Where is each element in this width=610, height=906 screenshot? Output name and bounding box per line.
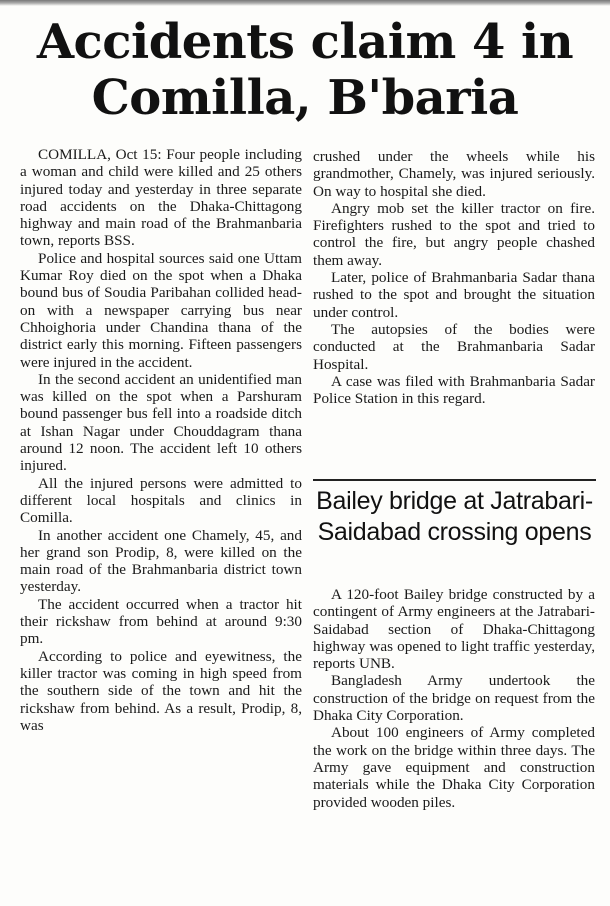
cropped-top-edge bbox=[0, 0, 610, 6]
article-paragraph: All the injured persons were admitted to different local hospitals and clinics in Comilla. bbox=[20, 474, 302, 527]
article-paragraph: Bangladesh Army undertook the construction of the bridge on request from the Dhaka City Corporation. bbox=[313, 672, 595, 725]
article-paragraph: The autopsies of the bodies were conducted at the Brahmanbaria Sadar Hospital. bbox=[313, 320, 595, 373]
article-paragraph: About 100 engineers of Army completed the work on the bridge within three days. The Army gave equipment and construction materials while the Dhaka City Corporation provided wooden piles. bbox=[313, 724, 595, 811]
article-paragraph: A case was filed with Brahmanbaria Sadar Police Station in this regard. bbox=[313, 372, 595, 408]
article-paragraph bbox=[20, 146, 302, 250]
article-paragraph: The accident occurred when a tractor hit their rickshaw from behind at around 9:30 pm. bbox=[20, 595, 302, 648]
article-paragraph: A 120-foot Bailey bridge constructed by a contingent of Army engineers at the Jatrabari-Saidabad section of Dhaka-Chittagong highway was opened to light traffic yesterday, reports UNB. bbox=[313, 586, 595, 673]
lead-text: Four people including a woman and child were killed and 25 others injured today and yesterday in three separate road accidents on the Dhaka-Chittagong highway and main road of the Brahmanbaria town, reports BSS. bbox=[20, 146, 302, 250]
article-paragraph: In the second accident an unidentified man was killed on the spot when a Parshuram bound passenger bus fell into a roadside ditch at Ishan Nagar under Chouddagram thana around 12 noon. The accident left 10 others injured. bbox=[20, 370, 302, 475]
main-article-column-right bbox=[313, 148, 595, 407]
main-article-column-left bbox=[20, 146, 302, 734]
main-headline: Accidents claim 4 in Comilla, B'baria bbox=[36, 14, 574, 126]
article-divider bbox=[313, 479, 596, 481]
dateline: COMILLA, Oct 15: bbox=[38, 146, 162, 163]
article-paragraph: Angry mob set the killer tractor on fire. Firefighters rushed to the spot and tried to control the fire, but angry people chashed them away. bbox=[313, 199, 595, 269]
article-paragraph: According to police and eyewitness, the killer tractor was coming in high speed from the southern side of the town and hit the rickshaw from behind. As a result, Prodip, 8, was bbox=[20, 647, 302, 734]
second-article-body bbox=[313, 586, 595, 811]
article-paragraph: In another accident one Chamely, 45, and her grand son Prodip, 8, were killed on the main road of the Brahmanbaria district town yesterday. bbox=[20, 526, 302, 596]
article-paragraph: Police and hospital sources said one Uttam Kumar Roy died on the spot when a Dhaka bound bus of Soudia Paribahan collided head-on with a newspaper carrying bus near Chhoighoria under Chandina thana of the district early this morning. Fifteen passengers were injured in the accident. bbox=[20, 249, 302, 371]
article-paragraph: crushed under the wheels while his grandmother, Chamely, was injured seriously. On way to hospital she died. bbox=[313, 148, 595, 200]
second-headline: Bailey bridge at Jatrabari-Saidabad crossing opens bbox=[316, 487, 593, 546]
article-paragraph: Later, police of Brahmanbaria Sadar thana rushed to the spot and brought the situation under control. bbox=[313, 269, 595, 321]
